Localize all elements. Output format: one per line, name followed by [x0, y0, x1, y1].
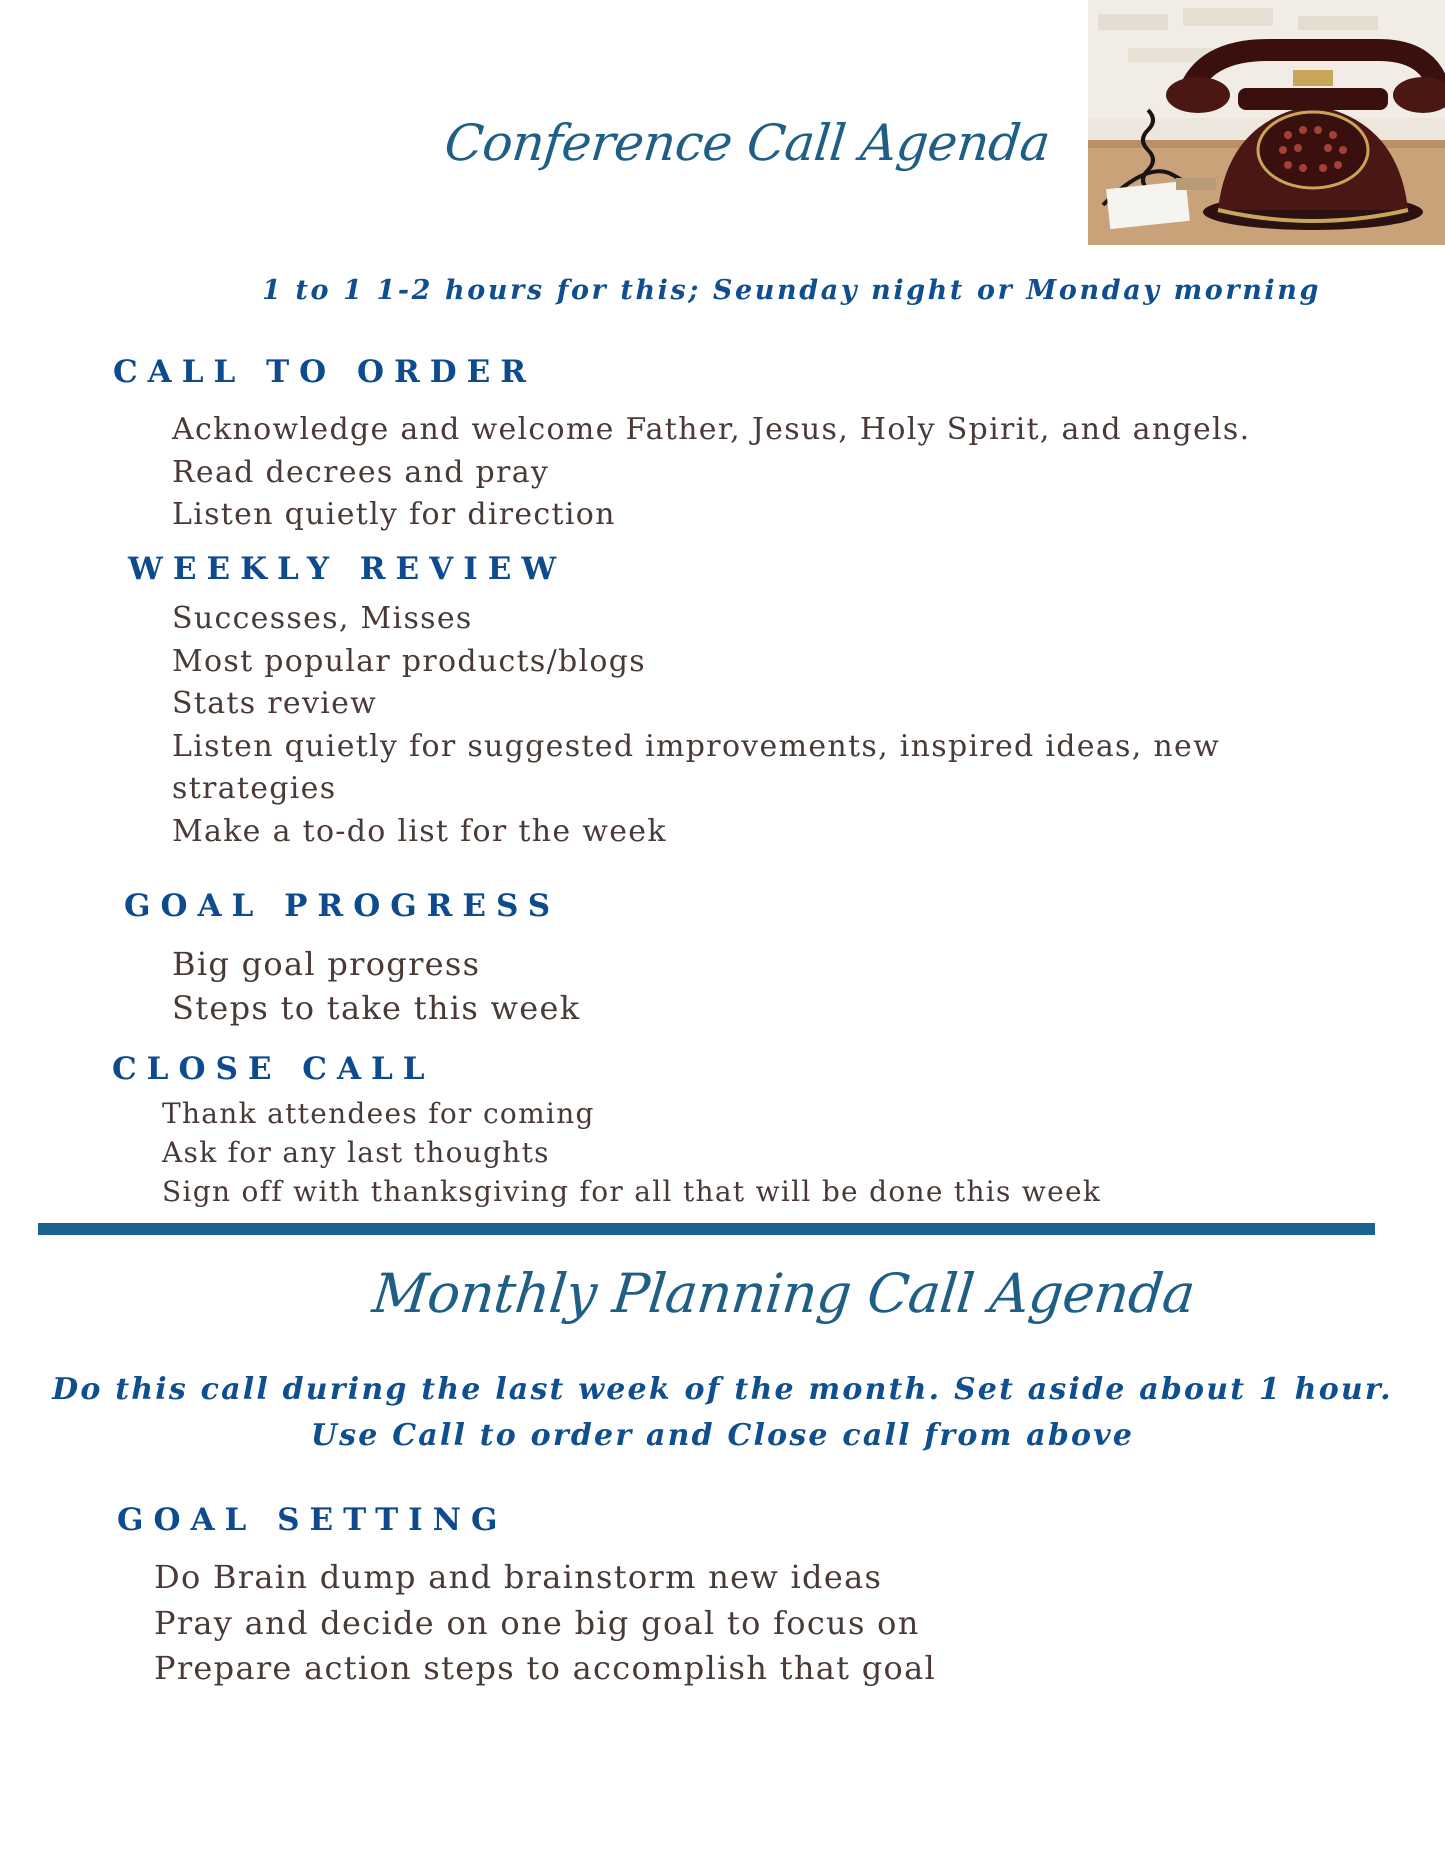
monthly-agenda-subtitle-line1: Do this call during the last week of the month. Set aside about 1 hour. [52, 1372, 1393, 1407]
list-item: Thank attendees for coming [162, 1097, 595, 1130]
heading-call-to-order: CALL TO ORDER [113, 354, 537, 390]
monthly-agenda-title: Monthly Planning Call Agenda [369, 1262, 1198, 1325]
goal-progress-list [172, 942, 580, 1030]
close-call-list [162, 1094, 1101, 1211]
list-item: Make a to-do list for the week [172, 813, 667, 849]
monthly-agenda-subtitle-line2: Use Call to order and Close call from above [310, 1418, 1135, 1453]
heading-goal-setting: GOAL SETTING [117, 1502, 508, 1538]
list-item: Stats review [172, 686, 378, 721]
list-item: Steps to take this week [172, 989, 581, 1027]
section-divider [38, 1223, 1375, 1235]
weekly-review-list [172, 598, 1220, 853]
heading-goal-progress: GOAL PROGRESS [124, 888, 561, 924]
list-item: Most popular products/blogs [172, 643, 646, 679]
list-item: Listen quietly for suggested improvements, inspired ideas, new [172, 728, 1221, 764]
goal-setting-list [154, 1555, 936, 1692]
list-item: Ask for any last thoughts [162, 1136, 550, 1169]
list-item: Listen quietly for direction [172, 497, 616, 532]
list-item: Prepare action steps to accomplish that goal [154, 1649, 936, 1687]
heading-close-call: CLOSE CALL [112, 1051, 435, 1087]
call-to-order-list [172, 409, 1250, 537]
weekly-agenda-subtitle: 1 to 1 1-2 hours for this; Seunday night or Monday morning [262, 275, 1321, 306]
list-item: strategies [172, 771, 337, 806]
weekly-agenda-title: Conference Call Agenda [441, 114, 1053, 172]
list-item: Pray and decide on one big goal to focus on [154, 1603, 920, 1642]
list-item: Sign off with thanksgiving for all that will be done this week [162, 1175, 1102, 1208]
list-item: Big goal progress [172, 945, 481, 983]
list-item: Successes, Misses [172, 601, 473, 636]
heading-weekly-review: WEEKLY REVIEW [128, 551, 567, 587]
list-item: Acknowledge and welcome Father, Jesus, Holy Spirit, and angels. [172, 412, 1251, 447]
list-item: Read decrees and pray [172, 454, 550, 490]
vintage-telephone-photo [1088, 0, 1445, 245]
list-item: Do Brain dump and brainstorm new ideas [154, 1558, 883, 1596]
